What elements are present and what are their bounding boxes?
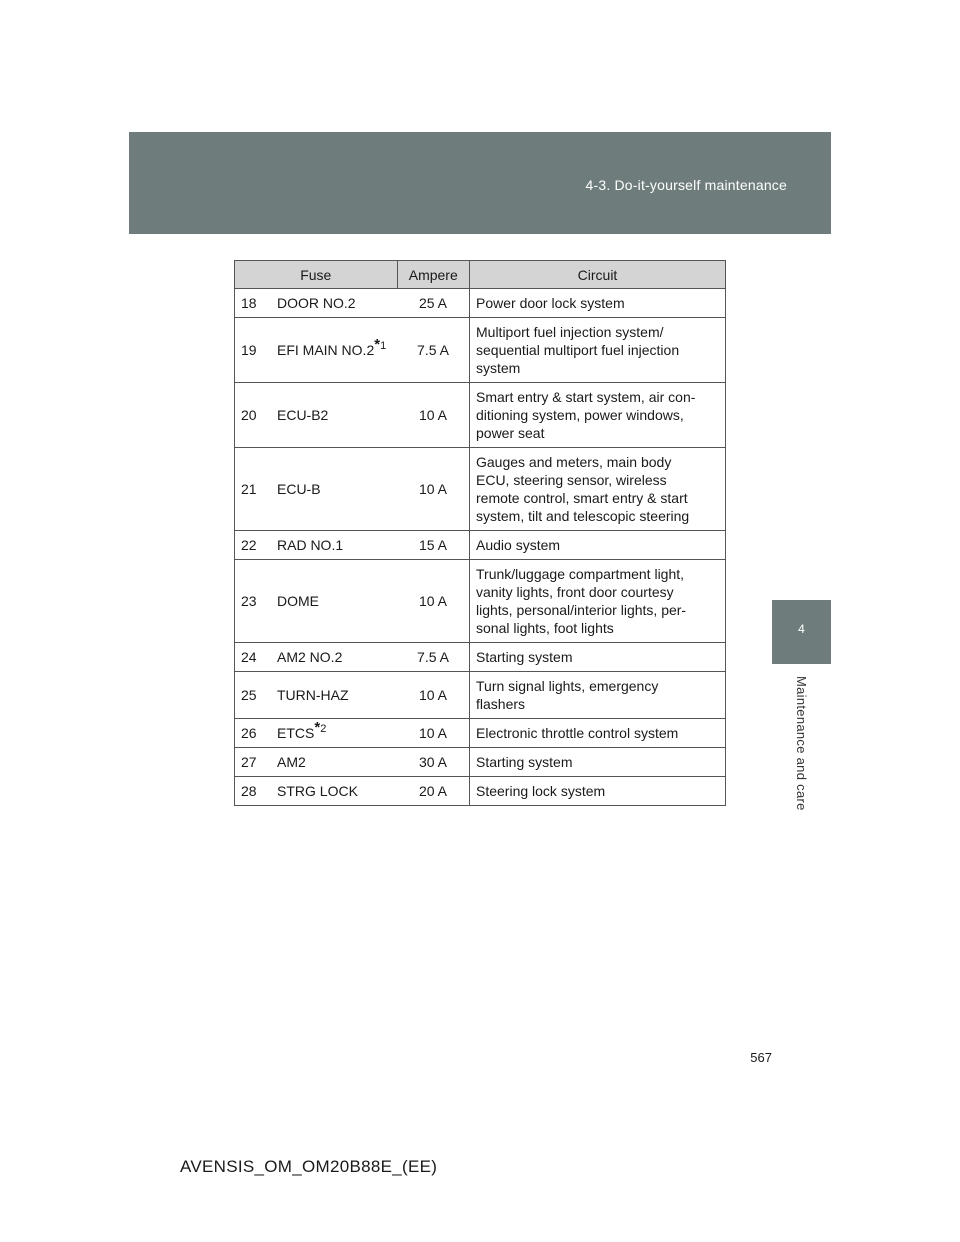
fuse-name xyxy=(271,448,397,531)
circuit-line: Starting system xyxy=(476,649,573,665)
footnote-marker xyxy=(314,719,327,737)
circuit-line: lights, personal/interior lights, per- xyxy=(476,602,687,618)
asterisk-icon: * xyxy=(374,336,381,354)
circuit-line: Turn signal lights, emergency xyxy=(476,678,659,694)
fuse-number: 18 xyxy=(235,289,272,318)
circuit-line: Smart entry & start system, air con- xyxy=(476,389,696,405)
fuse-ampere: 15 A xyxy=(397,531,470,560)
fuse-ampere: 7.5 A xyxy=(397,643,470,672)
footnote-marker xyxy=(374,336,387,354)
fuse-name-text: DOOR NO.2 xyxy=(277,295,356,311)
document-code: AVENSIS_OM_OM20B88E_(EE) xyxy=(180,1157,438,1176)
fuse-name xyxy=(271,560,397,643)
circuit-line: sonal lights, foot lights xyxy=(476,620,614,636)
circuit-line: Multiport fuel injection system/ xyxy=(476,324,664,340)
header-ampere: Ampere xyxy=(397,261,470,289)
fuse-ampere: 25 A xyxy=(397,289,470,318)
header-circuit: Circuit xyxy=(470,261,726,289)
fuse-circuit xyxy=(470,318,726,383)
fuse-ampere: 20 A xyxy=(397,777,470,806)
table-row xyxy=(235,748,726,777)
page-number: 567 xyxy=(750,1050,772,1065)
fuse-name xyxy=(271,777,397,806)
table-row xyxy=(235,777,726,806)
table-row xyxy=(235,560,726,643)
fuse-ampere: 10 A xyxy=(397,383,470,448)
fuse-name-text: TURN-HAZ xyxy=(277,687,349,703)
fuse-circuit xyxy=(470,289,726,318)
table-row xyxy=(235,531,726,560)
table-row xyxy=(235,672,726,719)
table-row xyxy=(235,289,726,318)
footnote-number: 2 xyxy=(320,723,327,736)
fuse-circuit xyxy=(470,531,726,560)
circuit-line: flashers xyxy=(476,696,526,712)
fuse-circuit xyxy=(470,448,726,531)
fuse-ampere: 10 A xyxy=(397,560,470,643)
circuit-line: remote control, smart entry & start xyxy=(476,490,688,506)
fuse-circuit xyxy=(470,383,726,448)
fuse-name-text: DOME xyxy=(277,593,319,609)
chapter-label-text: Maintenance and care xyxy=(794,676,809,811)
circuit-line: power seat xyxy=(476,425,545,441)
circuit-line: Power door lock system xyxy=(476,295,625,311)
circuit-line: Electronic throttle control system xyxy=(476,725,679,741)
fuse-number: 25 xyxy=(235,672,272,719)
fuse-number: 24 xyxy=(235,643,272,672)
fuse-number: 20 xyxy=(235,383,272,448)
circuit-line: Gauges and meters, main body xyxy=(476,454,672,470)
chapter-number: 4 xyxy=(798,622,805,636)
circuit-line: system xyxy=(476,360,521,376)
table-row xyxy=(235,448,726,531)
footnote-number: 1 xyxy=(380,340,387,353)
fuse-circuit xyxy=(470,777,726,806)
circuit-line: Trunk/luggage compartment light, xyxy=(476,566,685,582)
fuse-circuit xyxy=(470,748,726,777)
fuse-name xyxy=(271,289,397,318)
fuse-circuit xyxy=(470,672,726,719)
fuse-circuit xyxy=(470,719,726,748)
table-row xyxy=(235,719,726,748)
fuse-ampere: 30 A xyxy=(397,748,470,777)
circuit-line: Starting system xyxy=(476,754,573,770)
fuse-name-text: STRG LOCK xyxy=(277,783,358,799)
fuse-name-text: EFI MAIN NO.2 xyxy=(277,342,375,358)
fuse-name-text: ECU-B xyxy=(277,481,321,497)
fuse-name xyxy=(271,383,397,448)
circuit-line: ECU, steering sensor, wireless xyxy=(476,472,667,488)
fuse-ampere: 7.5 A xyxy=(397,318,470,383)
circuit-line: vanity lights, front door courtesy xyxy=(476,584,674,600)
fuse-circuit xyxy=(470,560,726,643)
fuse-number: 26 xyxy=(235,719,272,748)
circuit-line: system, tilt and telescopic steering xyxy=(476,508,690,524)
fuse-number: 28 xyxy=(235,777,272,806)
fuse-table xyxy=(234,260,726,806)
circuit-line: sequential multiport fuel injection xyxy=(476,342,680,358)
table-header-row xyxy=(235,261,726,289)
fuse-number: 21 xyxy=(235,448,272,531)
fuse-name-text: AM2 NO.2 xyxy=(277,649,343,665)
fuse-name xyxy=(271,672,397,719)
fuse-name xyxy=(271,643,397,672)
chapter-label xyxy=(793,676,809,816)
fuse-table-body xyxy=(235,289,726,806)
fuse-name xyxy=(271,748,397,777)
chapter-tab xyxy=(772,600,831,664)
circuit-line: Steering lock system xyxy=(476,783,606,799)
asterisk-icon: * xyxy=(314,719,321,737)
fuse-name-text: RAD NO.1 xyxy=(277,537,344,553)
fuse-ampere: 10 A xyxy=(397,672,470,719)
table-row xyxy=(235,318,726,383)
circuit-line: Audio system xyxy=(476,537,561,553)
fuse-number: 27 xyxy=(235,748,272,777)
table-row xyxy=(235,383,726,448)
fuse-number: 22 xyxy=(235,531,272,560)
fuse-ampere: 10 A xyxy=(397,448,470,531)
header-fuse: Fuse xyxy=(235,261,398,289)
fuse-name xyxy=(271,719,397,748)
circuit-line: ditioning system, power windows, xyxy=(476,407,684,423)
fuse-name-text: ECU-B2 xyxy=(277,407,329,423)
fuse-name xyxy=(271,318,397,383)
fuse-circuit xyxy=(470,643,726,672)
fuse-number: 19 xyxy=(235,318,272,383)
fuse-name-text: ETCS xyxy=(277,725,315,741)
fuse-ampere: 10 A xyxy=(397,719,470,748)
fuse-name xyxy=(271,531,397,560)
section-title: 4-3. Do-it-yourself maintenance xyxy=(585,177,787,193)
table-row xyxy=(235,643,726,672)
header-band xyxy=(129,132,831,234)
fuse-number: 23 xyxy=(235,560,272,643)
fuse-name-text: AM2 xyxy=(277,754,306,770)
